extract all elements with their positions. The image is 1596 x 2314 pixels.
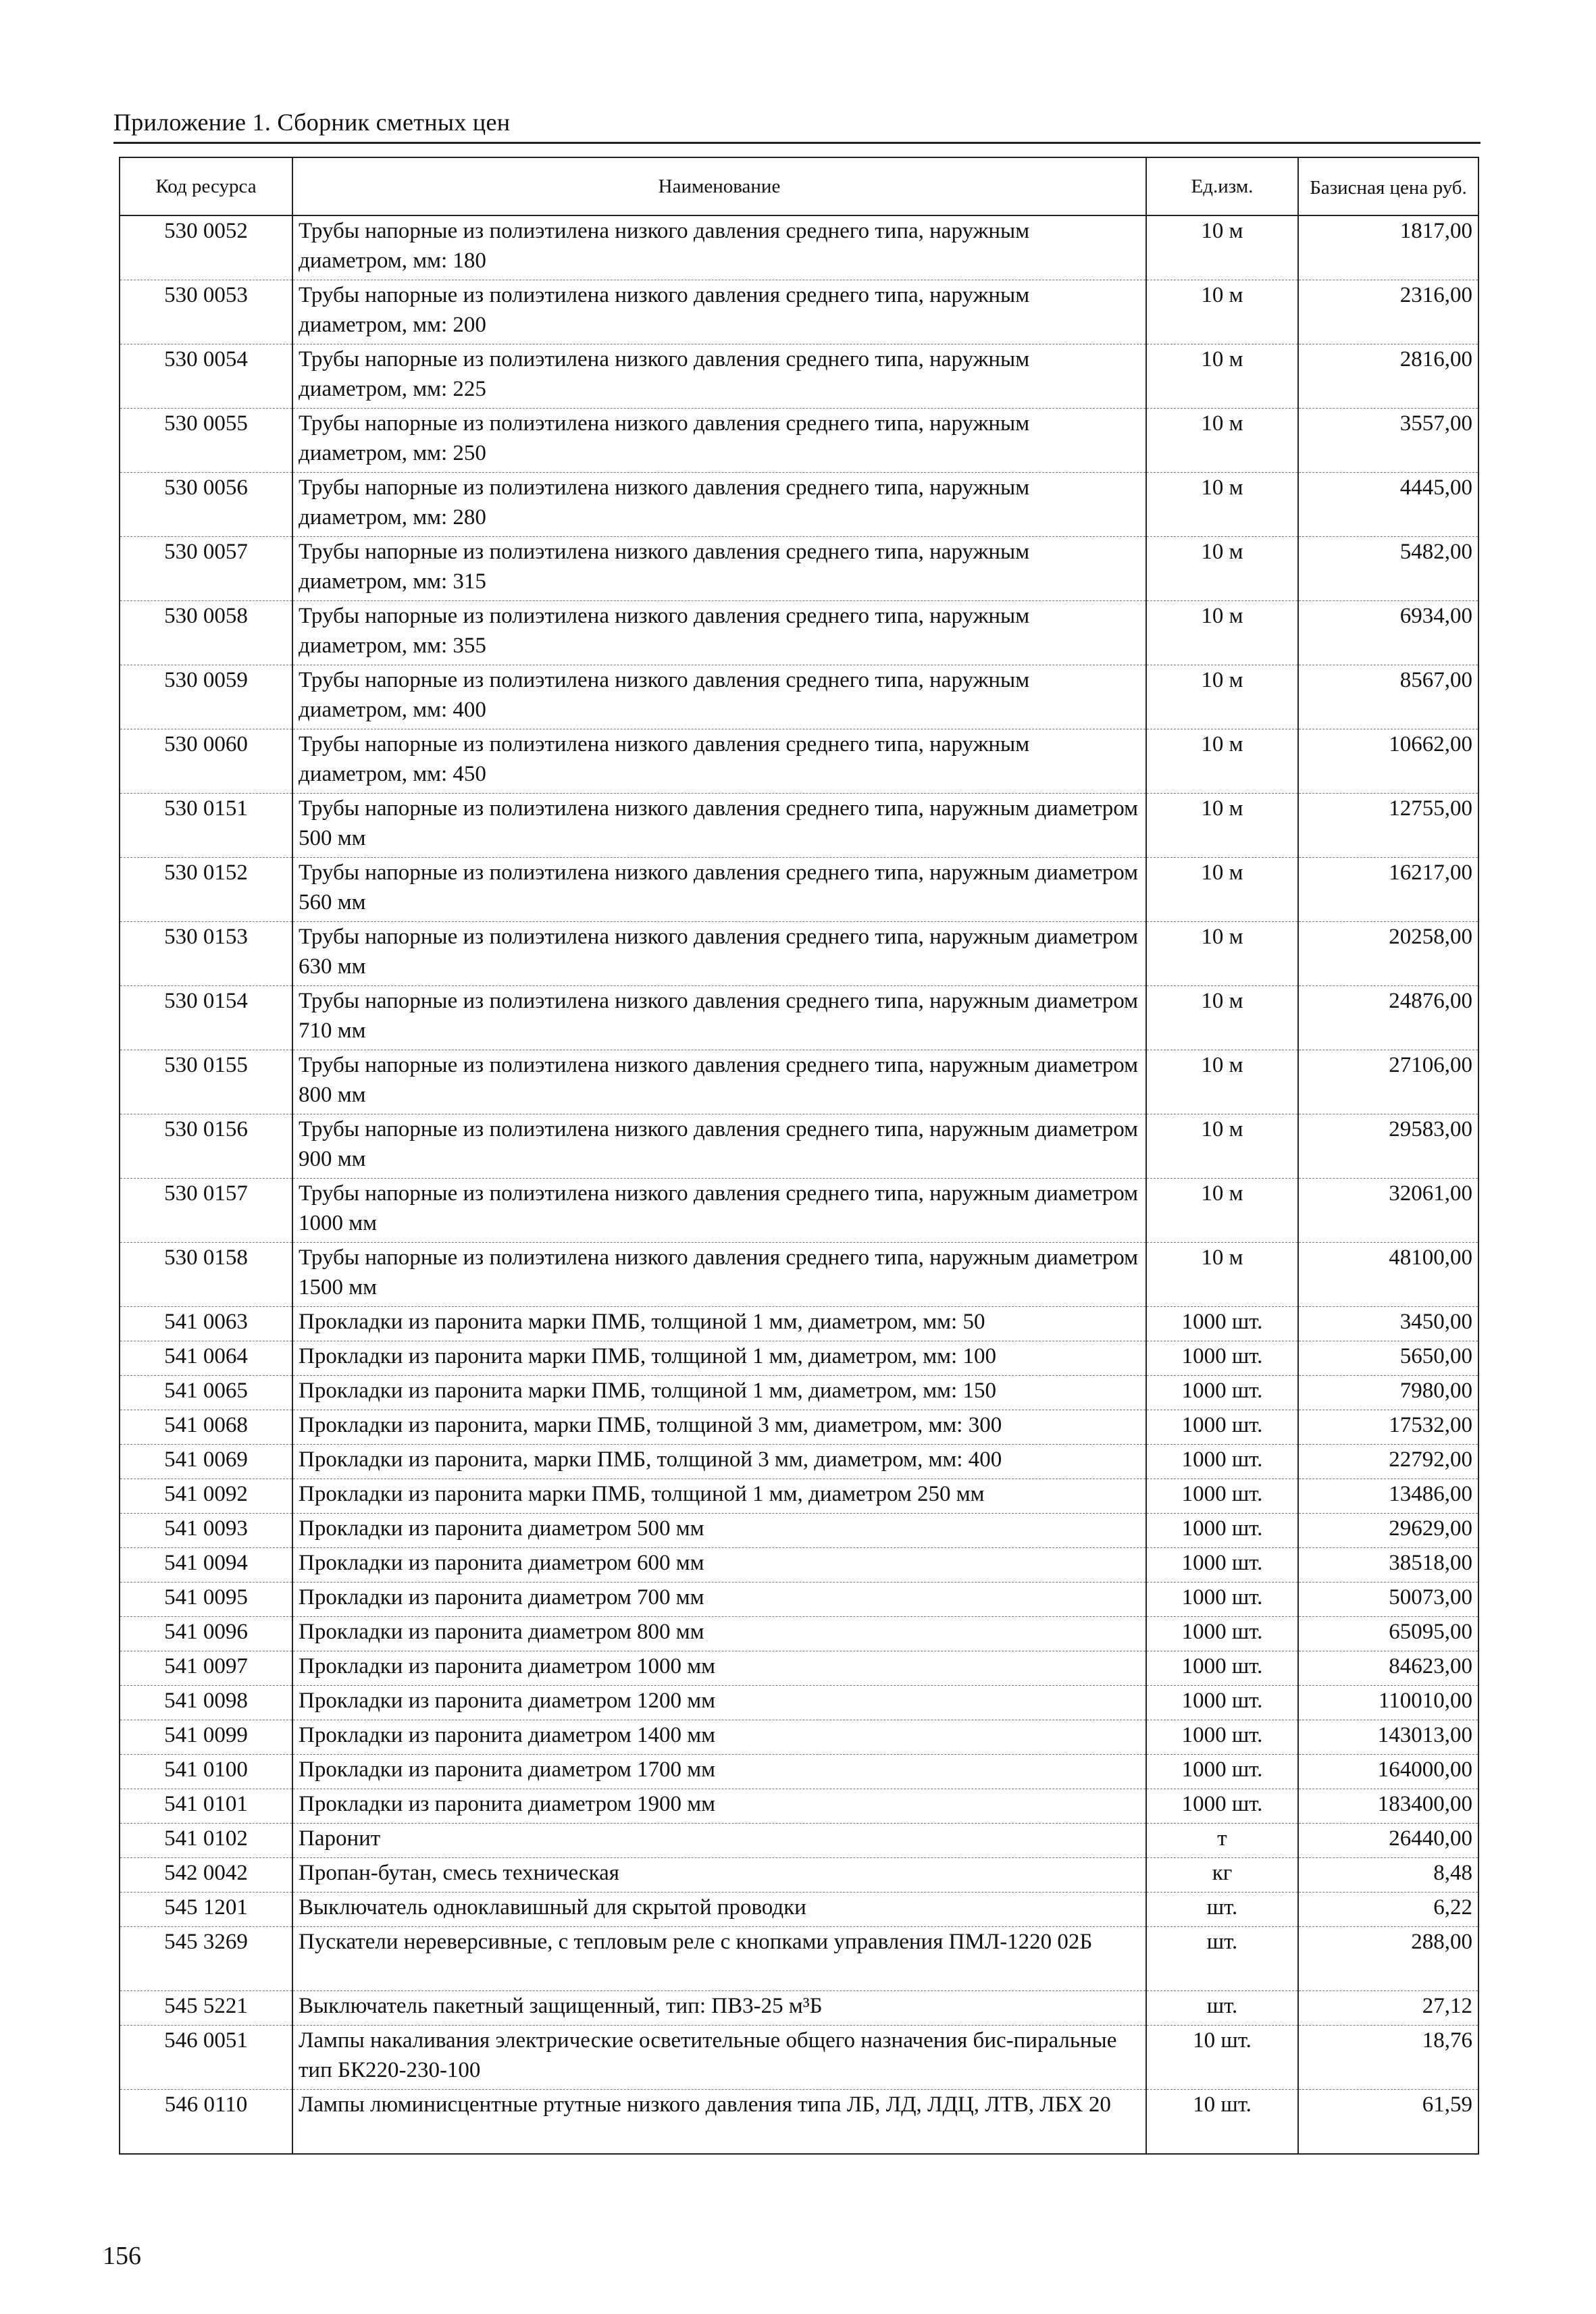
cell-code: 541 0096 (120, 1617, 292, 1651)
table-row (120, 1114, 1478, 1179)
cell-code: 541 0063 (120, 1307, 292, 1341)
cell-price: 84623,00 (1298, 1651, 1478, 1686)
cell-name: Прокладки из паронита диаметром 600 мм (292, 1548, 1146, 1583)
cell-unit: 10 шт. (1146, 2026, 1298, 2090)
table-row (120, 1686, 1478, 1720)
cell-name: Прокладки из паронита диаметром 1900 мм (292, 1789, 1146, 1824)
cell-name: Прокладки из паронита диаметром 800 мм (292, 1617, 1146, 1651)
cell-name: Лампы люминисцентные ртутные низкого давления типа ЛБ, ЛД, ЛДЦ, ЛТВ, ЛБХ 20 (292, 2090, 1146, 2155)
cell-name: Трубы напорные из полиэтилена низкого давления среднего типа, наружным диаметром 710 мм (292, 986, 1146, 1050)
cell-name: Трубы напорные из полиэтилена низкого давления среднего типа, наружным диаметром 1500 мм (292, 1243, 1146, 1307)
cell-unit: 10 м (1146, 922, 1298, 986)
cell-name: Прокладки из паронита, марки ПМБ, толщиной 3 мм, диаметром, мм: 300 (292, 1410, 1146, 1445)
cell-unit: 1000 шт. (1146, 1686, 1298, 1720)
cell-code: 530 0057 (120, 537, 292, 601)
cell-code: 541 0097 (120, 1651, 292, 1686)
cell-code: 541 0092 (120, 1479, 292, 1514)
cell-unit: 10 м (1146, 1179, 1298, 1243)
cell-price: 5650,00 (1298, 1341, 1478, 1376)
cell-name: Трубы напорные из полиэтилена низкого давления среднего типа, наружным диаметром, мм: 280 (292, 473, 1146, 537)
cell-code: 541 0068 (120, 1410, 292, 1445)
cell-code: 530 0155 (120, 1050, 292, 1114)
cell-unit: 10 м (1146, 1243, 1298, 1307)
table-row (120, 409, 1478, 473)
cell-unit: 10 м (1146, 665, 1298, 729)
price-table (119, 157, 1479, 2155)
cell-unit: 10 м (1146, 215, 1298, 280)
table-row (120, 1858, 1478, 1893)
cell-price: 5482,00 (1298, 537, 1478, 601)
cell-unit: 10 м (1146, 1114, 1298, 1179)
table-row (120, 1376, 1478, 1410)
cell-unit: 10 м (1146, 986, 1298, 1050)
cell-unit: 10 м (1146, 729, 1298, 794)
table-row (120, 1179, 1478, 1243)
cell-unit: 1000 шт. (1146, 1651, 1298, 1686)
cell-unit: 10 м (1146, 473, 1298, 537)
table-row (120, 2090, 1478, 2155)
cell-unit: т (1146, 1824, 1298, 1858)
table-row (120, 601, 1478, 665)
cell-unit: 1000 шт. (1146, 1479, 1298, 1514)
table-row (120, 537, 1478, 601)
cell-name: Прокладки из паронита диаметром 1200 мм (292, 1686, 1146, 1720)
cell-code: 541 0101 (120, 1789, 292, 1824)
cell-price: 26440,00 (1298, 1824, 1478, 1858)
cell-unit: 1000 шт. (1146, 1720, 1298, 1755)
cell-price: 8,48 (1298, 1858, 1478, 1893)
table-row (120, 473, 1478, 537)
table-body (120, 215, 1478, 2154)
cell-price: 1817,00 (1298, 215, 1478, 280)
cell-unit: шт. (1146, 1927, 1298, 1991)
cell-code: 530 0054 (120, 344, 292, 409)
cell-code: 530 0056 (120, 473, 292, 537)
cell-price: 22792,00 (1298, 1445, 1478, 1479)
table-row (120, 215, 1478, 280)
cell-unit: 1000 шт. (1146, 1341, 1298, 1376)
cell-unit: 10 шт. (1146, 2090, 1298, 2155)
cell-price: 18,76 (1298, 2026, 1478, 2090)
cell-unit: 10 м (1146, 344, 1298, 409)
cell-price: 3557,00 (1298, 409, 1478, 473)
table-row (120, 1651, 1478, 1686)
cell-name: Трубы напорные из полиэтилена низкого давления среднего типа, наружным диаметром, мм: 400 (292, 665, 1146, 729)
cell-unit: кг (1146, 1858, 1298, 1893)
cell-code: 545 3269 (120, 1927, 292, 1991)
cell-unit: шт. (1146, 1893, 1298, 1927)
cell-unit: 1000 шт. (1146, 1445, 1298, 1479)
cell-unit: 1000 шт. (1146, 1410, 1298, 1445)
cell-code: 530 0058 (120, 601, 292, 665)
header-rule (113, 142, 1481, 144)
cell-unit: 1000 шт. (1146, 1755, 1298, 1789)
header-code: Код ресурса (120, 157, 292, 215)
cell-price: 8567,00 (1298, 665, 1478, 729)
cell-code: 541 0100 (120, 1755, 292, 1789)
cell-price: 12755,00 (1298, 794, 1478, 858)
cell-name: Прокладки из паронита марки ПМБ, толщиной 1 мм, диаметром, мм: 150 (292, 1376, 1146, 1410)
cell-price: 6,22 (1298, 1893, 1478, 1927)
cell-name: Прокладки из паронита диаметром 1700 мм (292, 1755, 1146, 1789)
cell-unit: 10 м (1146, 1050, 1298, 1114)
cell-price: 288,00 (1298, 1927, 1478, 1991)
cell-name: Прокладки из паронита диаметром 1400 мм (292, 1720, 1146, 1755)
cell-code: 541 0099 (120, 1720, 292, 1755)
table-row (120, 1445, 1478, 1479)
table-row (120, 986, 1478, 1050)
cell-code: 541 0094 (120, 1548, 292, 1583)
table-row (120, 1410, 1478, 1445)
cell-name: Трубы напорные из полиэтилена низкого давления среднего типа, наружным диаметром 560 мм (292, 858, 1146, 922)
cell-price: 27,12 (1298, 1991, 1478, 2026)
cell-name: Прокладки из паронита диаметром 1000 мм (292, 1651, 1146, 1686)
cell-name: Пускатели нереверсивные, с тепловым реле с кнопками управления ПМЛ-1220 02Б (292, 1927, 1146, 1991)
cell-code: 545 5221 (120, 1991, 292, 2026)
cell-price: 183400,00 (1298, 1789, 1478, 1824)
table-row (120, 1548, 1478, 1583)
cell-price: 2816,00 (1298, 344, 1478, 409)
header-unit: Ед.изм. (1146, 157, 1298, 215)
cell-name: Трубы напорные из полиэтилена низкого давления среднего типа, наружным диаметром, мм: 225 (292, 344, 1146, 409)
cell-code: 546 0051 (120, 2026, 292, 2090)
table-row (120, 2026, 1478, 2090)
cell-code: 541 0093 (120, 1514, 292, 1548)
table-row (120, 1514, 1478, 1548)
cell-unit: 10 м (1146, 409, 1298, 473)
table-row (120, 1307, 1478, 1341)
cell-price: 4445,00 (1298, 473, 1478, 537)
cell-name: Паронит (292, 1824, 1146, 1858)
cell-name: Трубы напорные из полиэтилена низкого давления среднего типа, наружным диаметром, мм: 200 (292, 280, 1146, 344)
cell-name: Трубы напорные из полиэтилена низкого давления среднего типа, наружным диаметром 800 мм (292, 1050, 1146, 1114)
cell-code: 530 0158 (120, 1243, 292, 1307)
cell-name: Выключатель одноклавишный для скрытой проводки (292, 1893, 1146, 1927)
cell-price: 6934,00 (1298, 601, 1478, 665)
cell-name: Прокладки из паронита марки ПМБ, толщиной 1 мм, диаметром, мм: 100 (292, 1341, 1146, 1376)
cell-unit: шт. (1146, 1991, 1298, 2026)
cell-unit: 1000 шт. (1146, 1583, 1298, 1617)
cell-price: 20258,00 (1298, 922, 1478, 986)
cell-code: 542 0042 (120, 1858, 292, 1893)
cell-code: 530 0053 (120, 280, 292, 344)
table-row (120, 729, 1478, 794)
cell-price: 2316,00 (1298, 280, 1478, 344)
table-row (120, 858, 1478, 922)
cell-code: 541 0095 (120, 1583, 292, 1617)
cell-price: 48100,00 (1298, 1243, 1478, 1307)
cell-price: 16217,00 (1298, 858, 1478, 922)
cell-unit: 1000 шт. (1146, 1514, 1298, 1548)
cell-name: Прокладки из паронита, марки ПМБ, толщиной 3 мм, диаметром, мм: 400 (292, 1445, 1146, 1479)
cell-name: Трубы напорные из полиэтилена низкого давления среднего типа, наружным диаметром 630 мм (292, 922, 1146, 986)
cell-code: 530 0157 (120, 1179, 292, 1243)
cell-price: 110010,00 (1298, 1686, 1478, 1720)
table-row (120, 1243, 1478, 1307)
table-row (120, 1893, 1478, 1927)
cell-code: 530 0153 (120, 922, 292, 986)
table-row (120, 1617, 1478, 1651)
cell-unit: 10 м (1146, 794, 1298, 858)
cell-code: 541 0065 (120, 1376, 292, 1410)
cell-code: 530 0151 (120, 794, 292, 858)
cell-name: Прокладки из паронита диаметром 700 мм (292, 1583, 1146, 1617)
cell-unit: 1000 шт. (1146, 1376, 1298, 1410)
cell-price: 32061,00 (1298, 1179, 1478, 1243)
cell-price: 10662,00 (1298, 729, 1478, 794)
cell-code: 530 0154 (120, 986, 292, 1050)
cell-code: 530 0156 (120, 1114, 292, 1179)
table-row (120, 1583, 1478, 1617)
table-row (120, 1341, 1478, 1376)
cell-price: 7980,00 (1298, 1376, 1478, 1410)
table-row (120, 1479, 1478, 1514)
cell-code: 545 1201 (120, 1893, 292, 1927)
cell-name: Трубы напорные из полиэтилена низкого давления среднего типа, наружным диаметром, мм: 250 (292, 409, 1146, 473)
cell-price: 65095,00 (1298, 1617, 1478, 1651)
cell-price: 13486,00 (1298, 1479, 1478, 1514)
cell-price: 24876,00 (1298, 986, 1478, 1050)
table-row (120, 1824, 1478, 1858)
cell-unit: 10 м (1146, 537, 1298, 601)
cell-unit: 1000 шт. (1146, 1789, 1298, 1824)
table-row (120, 280, 1478, 344)
cell-name: Трубы напорные из полиэтилена низкого давления среднего типа, наружным диаметром 1000 мм (292, 1179, 1146, 1243)
cell-code: 541 0098 (120, 1686, 292, 1720)
cell-name: Трубы напорные из полиэтилена низкого давления среднего типа, наружным диаметром, мм: 315 (292, 537, 1146, 601)
cell-code: 530 0059 (120, 665, 292, 729)
table-header-row (120, 157, 1478, 215)
cell-name: Выключатель пакетный защищенный, тип: ПВ3-25 м³Б (292, 1991, 1146, 2026)
cell-unit: 1000 шт. (1146, 1307, 1298, 1341)
cell-price: 50073,00 (1298, 1583, 1478, 1617)
cell-price: 3450,00 (1298, 1307, 1478, 1341)
table-row (120, 794, 1478, 858)
cell-name: Трубы напорные из полиэтилена низкого давления среднего типа, наружным диаметром, мм: 180 (292, 215, 1146, 280)
cell-price: 27106,00 (1298, 1050, 1478, 1114)
cell-price: 29583,00 (1298, 1114, 1478, 1179)
table-row (120, 1927, 1478, 1991)
cell-unit: 1000 шт. (1146, 1548, 1298, 1583)
cell-name: Трубы напорные из полиэтилена низкого давления среднего типа, наружным диаметром 900 мм (292, 1114, 1146, 1179)
table-row (120, 1755, 1478, 1789)
table-row (120, 1789, 1478, 1824)
cell-code: 541 0069 (120, 1445, 292, 1479)
page-number: 156 (103, 2242, 141, 2270)
table-row (120, 922, 1478, 986)
table-row (120, 665, 1478, 729)
cell-unit: 10 м (1146, 858, 1298, 922)
cell-price: 164000,00 (1298, 1755, 1478, 1789)
cell-price: 29629,00 (1298, 1514, 1478, 1548)
cell-code: 541 0102 (120, 1824, 292, 1858)
running-head: Приложение 1. Сборник сметных цен (113, 109, 511, 136)
cell-name: Прокладки из паронита марки ПМБ, толщиной 1 мм, диаметром, мм: 50 (292, 1307, 1146, 1341)
cell-code: 530 0052 (120, 215, 292, 280)
cell-name: Трубы напорные из полиэтилена низкого давления среднего типа, наружным диаметром 500 мм (292, 794, 1146, 858)
cell-price: 143013,00 (1298, 1720, 1478, 1755)
cell-unit: 1000 шт. (1146, 1617, 1298, 1651)
cell-unit: 10 м (1146, 280, 1298, 344)
header-name: Наименование (292, 157, 1146, 215)
cell-price: 38518,00 (1298, 1548, 1478, 1583)
cell-name: Прокладки из паронита диаметром 500 мм (292, 1514, 1146, 1548)
table-row (120, 344, 1478, 409)
cell-code: 541 0064 (120, 1341, 292, 1376)
cell-code: 530 0060 (120, 729, 292, 794)
cell-name: Трубы напорные из полиэтилена низкого давления среднего типа, наружным диаметром, мм: 355 (292, 601, 1146, 665)
cell-unit: 10 м (1146, 601, 1298, 665)
cell-name: Пропан-бутан, смесь техническая (292, 1858, 1146, 1893)
cell-code: 530 0055 (120, 409, 292, 473)
cell-name: Трубы напорные из полиэтилена низкого давления среднего типа, наружным диаметром, мм: 450 (292, 729, 1146, 794)
cell-price: 61,59 (1298, 2090, 1478, 2155)
table-row (120, 1050, 1478, 1114)
cell-code: 546 0110 (120, 2090, 292, 2155)
cell-price: 17532,00 (1298, 1410, 1478, 1445)
cell-name: Лампы накаливания электрические осветительные общего назначения бис-пиральные тип БК220-230-100 (292, 2026, 1146, 2090)
table-row (120, 1991, 1478, 2026)
header-price: Базисная цена руб. (1298, 157, 1478, 215)
cell-code: 530 0152 (120, 858, 292, 922)
cell-name: Прокладки из паронита марки ПМБ, толщиной 1 мм, диаметром 250 мм (292, 1479, 1146, 1514)
table-row (120, 1720, 1478, 1755)
